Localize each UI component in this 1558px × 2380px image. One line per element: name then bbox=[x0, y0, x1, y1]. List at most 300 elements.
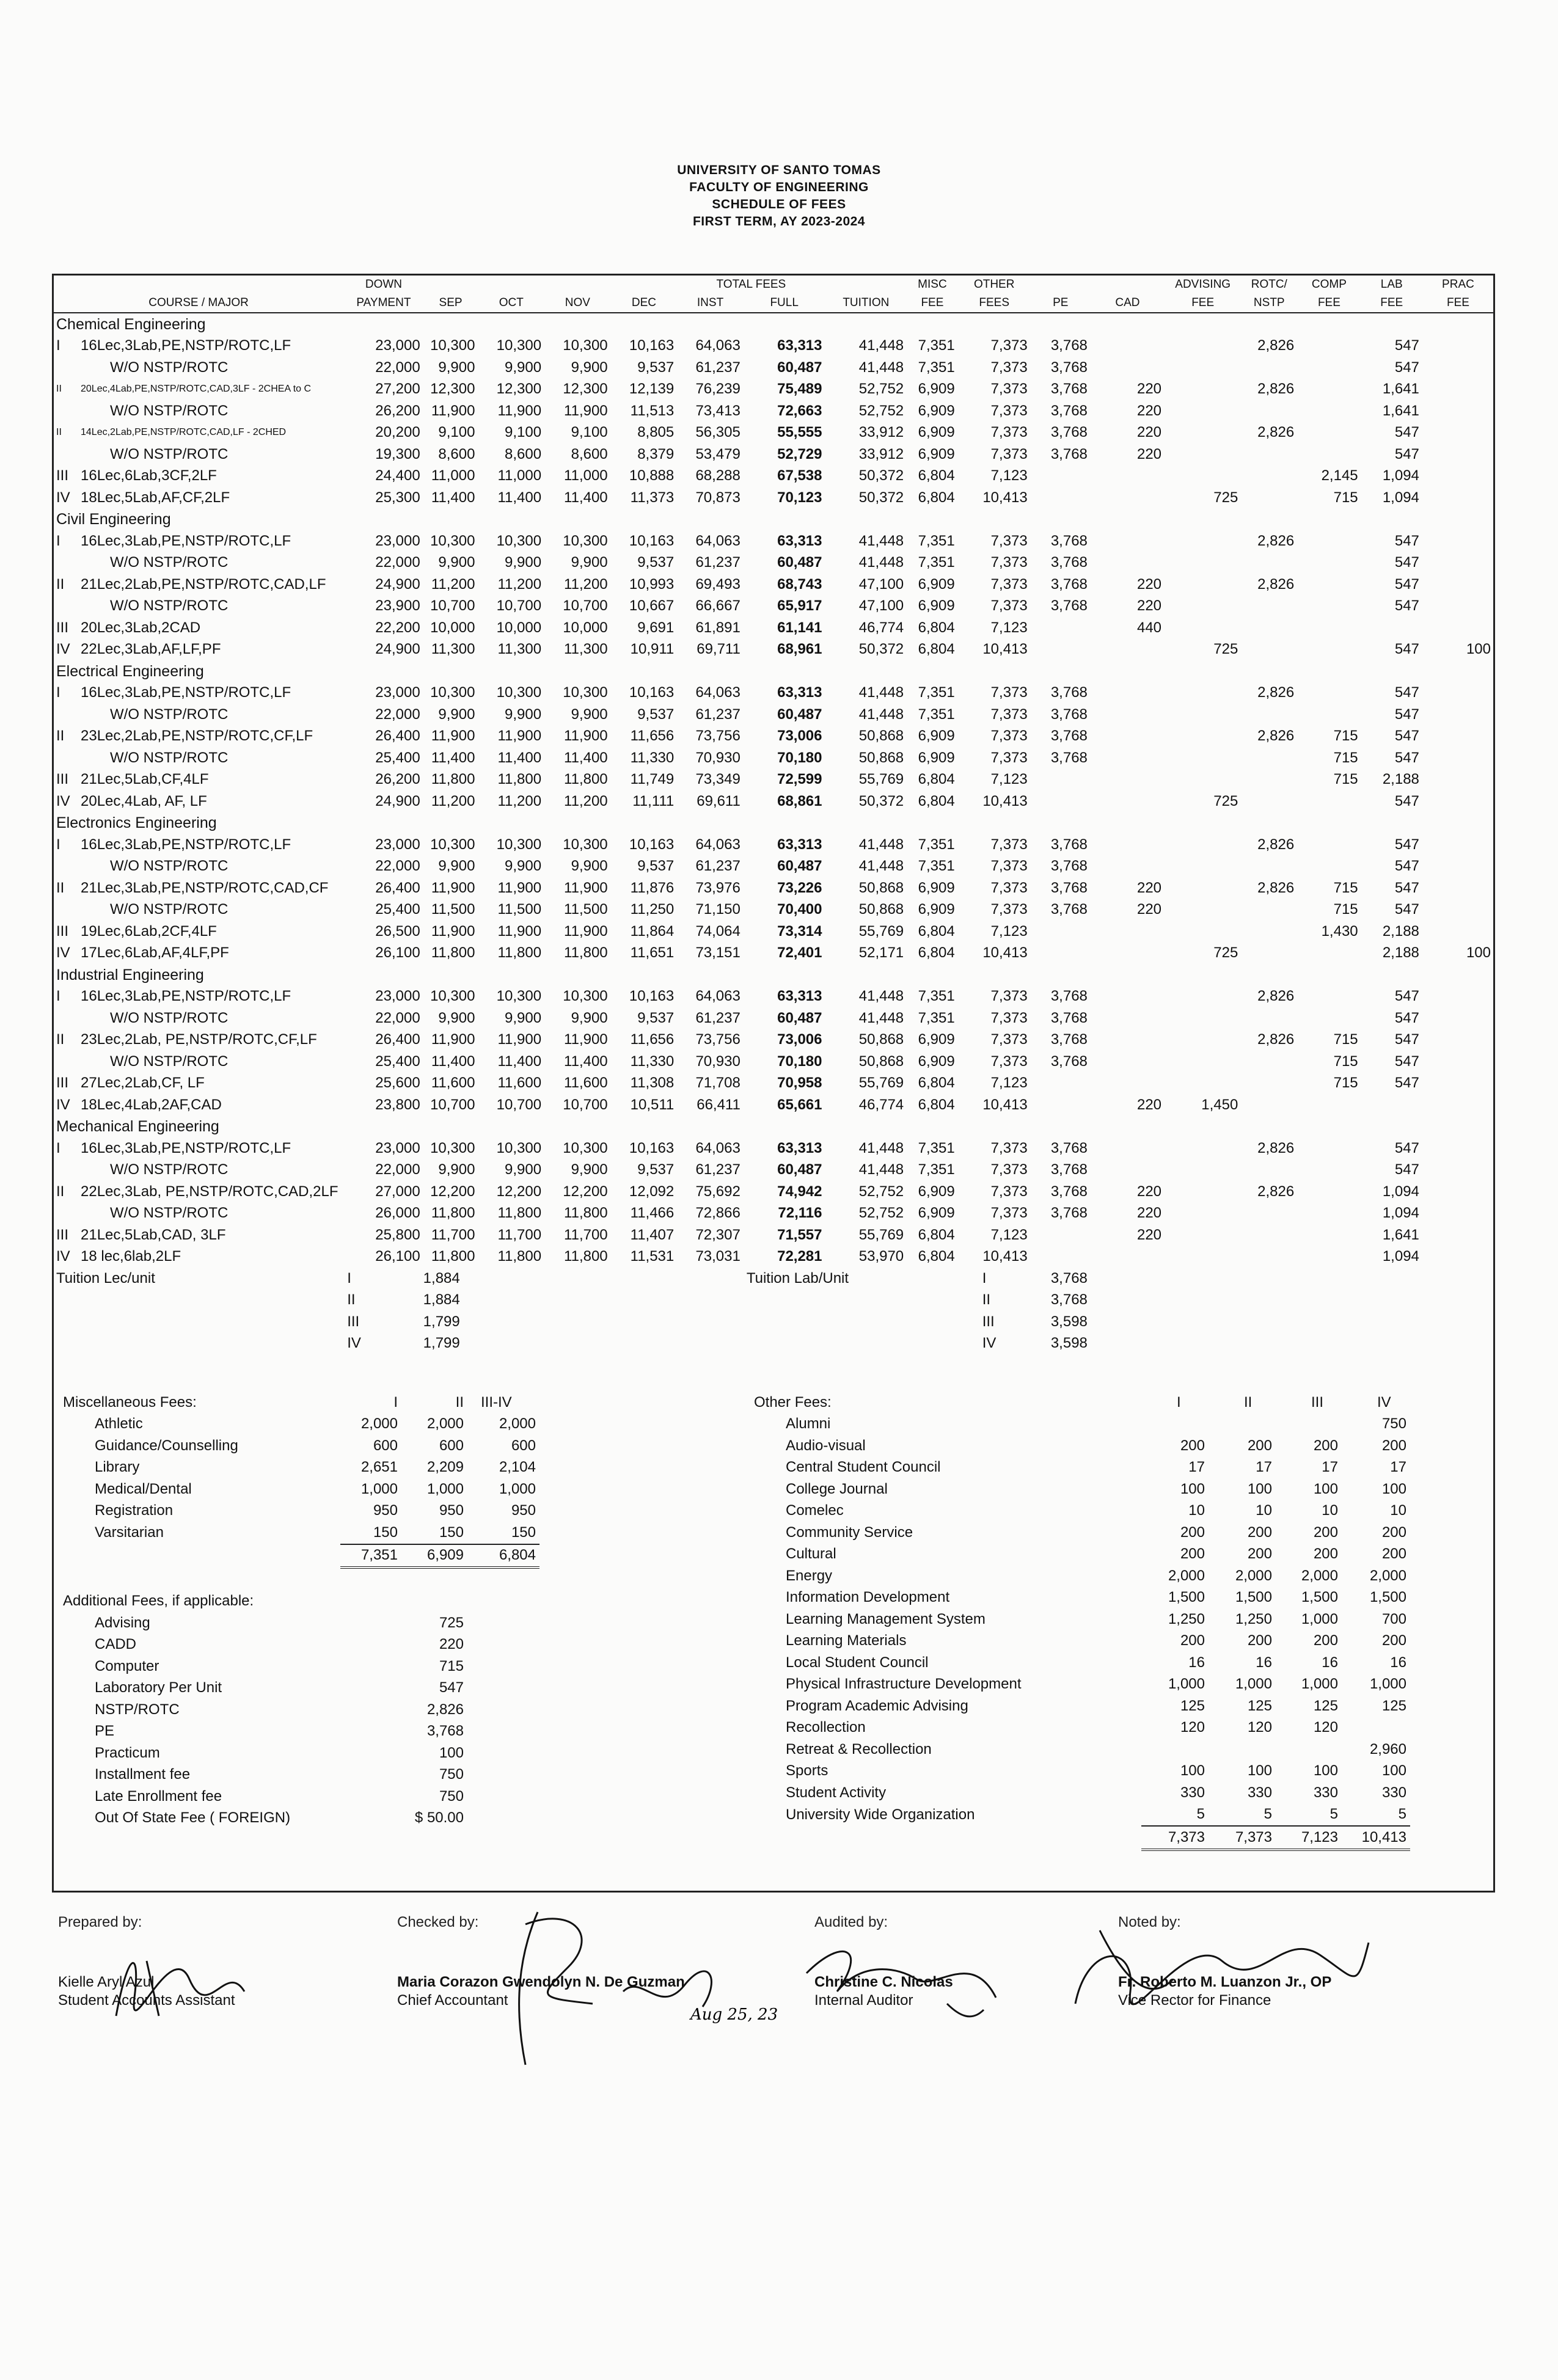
fee-other-cell: 10,413 bbox=[982, 641, 1028, 658]
fee-nov-cell: 9,900 bbox=[571, 858, 608, 875]
fee-down-cell: 25,400 bbox=[375, 901, 420, 918]
fee-rotc-cell bbox=[1241, 617, 1297, 639]
fee-other-cell: 7,373 bbox=[990, 445, 1028, 462]
fee-adv-cell bbox=[1165, 747, 1241, 769]
fee-misc-cell: 7,351 bbox=[918, 532, 955, 549]
fee-cad-cell bbox=[1091, 1246, 1165, 1268]
fee-row bbox=[53, 335, 1494, 357]
fee-nov-cell: 11,900 bbox=[564, 922, 608, 940]
fee-sep-cell: 10,300 bbox=[430, 337, 475, 354]
fee-rotc-cell bbox=[1241, 1159, 1297, 1181]
fee-nov-cell: 9,900 bbox=[571, 1009, 608, 1026]
fee-prac-cell bbox=[1422, 682, 1494, 704]
course-load: W/O NSTP/ROTC bbox=[110, 1205, 229, 1222]
fee-tuition-cell: 52,752 bbox=[858, 402, 904, 419]
fee-comp-cell bbox=[1297, 834, 1361, 856]
course-cell bbox=[53, 726, 344, 748]
course-load: W/O NSTP/ROTC bbox=[110, 1009, 229, 1026]
other-fee-value: 125 bbox=[1180, 1697, 1205, 1714]
fee-oct-cell: 11,400 bbox=[497, 1053, 542, 1070]
fee-oct-cell: 11,700 bbox=[497, 1226, 542, 1243]
fee-lab-cell: 547 bbox=[1394, 641, 1419, 658]
fee-oct-cell: 9,900 bbox=[505, 1009, 542, 1026]
course-load: 20Lec,4Lab,PE,NSTP/ROTC,CAD,3LF - 2CHEA to C bbox=[81, 384, 312, 395]
other-fee-value: 16 bbox=[1390, 1654, 1406, 1671]
fee-cad-cell: 220 bbox=[1136, 1096, 1162, 1113]
fee-prac-cell bbox=[1422, 856, 1494, 878]
fee-other-cell: 7,373 bbox=[990, 381, 1028, 398]
tuition-lab-year: III bbox=[982, 1313, 995, 1330]
other-fee-row bbox=[750, 1435, 1410, 1457]
fee-misc-cell: 6,909 bbox=[918, 597, 955, 615]
fee-misc-cell: 6,804 bbox=[918, 1096, 955, 1113]
course-load: W/O NSTP/ROTC bbox=[110, 706, 229, 723]
fee-pe-cell: 3,768 bbox=[1050, 532, 1088, 549]
other-fee-value: 200 bbox=[1381, 1632, 1406, 1649]
fee-down-cell: 25,600 bbox=[375, 1075, 420, 1092]
misc-fee-row bbox=[59, 1414, 539, 1436]
other-fee-value: 1,000 bbox=[1301, 1676, 1338, 1693]
fee-cad-cell: 440 bbox=[1136, 619, 1162, 636]
fee-adv-cell bbox=[1165, 1137, 1241, 1159]
other-col-header: I bbox=[1177, 1393, 1181, 1411]
fee-pe-cell: 3,768 bbox=[1050, 836, 1088, 853]
other-fee-value: 125 bbox=[1247, 1697, 1272, 1714]
fee-adv-cell bbox=[1165, 704, 1241, 726]
other-fee-value: 200 bbox=[1381, 1437, 1406, 1454]
additional-fee-name: PE bbox=[95, 1723, 115, 1740]
fee-comp-cell bbox=[1297, 530, 1361, 552]
fee-other-cell: 7,373 bbox=[990, 424, 1028, 441]
course-cell bbox=[53, 1159, 344, 1181]
other-fees-block bbox=[750, 1392, 1410, 1851]
fee-lab-cell: 547 bbox=[1394, 1009, 1419, 1026]
fee-prac-cell bbox=[1422, 769, 1494, 791]
other-fee-value: 120 bbox=[1180, 1719, 1205, 1736]
fee-other-cell: 7,123 bbox=[990, 467, 1028, 484]
fee-dec-cell: 10,511 bbox=[630, 1096, 675, 1113]
fee-full-cell: 72,401 bbox=[777, 944, 822, 962]
fee-pe-cell: 3,768 bbox=[1050, 901, 1088, 918]
fee-pe-cell: 3,768 bbox=[1050, 1139, 1088, 1156]
fee-nov-cell: 11,400 bbox=[564, 489, 608, 506]
fee-sep-cell: 9,900 bbox=[438, 359, 475, 376]
fee-down-cell: 23,000 bbox=[375, 836, 420, 853]
tuition-lab-value: 3,598 bbox=[1050, 1313, 1088, 1330]
fee-row bbox=[53, 1073, 1494, 1095]
fee-comp-cell bbox=[1297, 1007, 1361, 1029]
other-fee-value bbox=[1342, 1717, 1410, 1739]
fee-other-cell: 7,373 bbox=[990, 901, 1028, 918]
misc-fee-value: 150 bbox=[401, 1522, 467, 1544]
fee-lab-cell: 547 bbox=[1394, 1053, 1419, 1070]
term-title: FIRST TERM, AY 2023-2024 bbox=[692, 214, 865, 228]
fee-sep-cell: 10,300 bbox=[430, 1139, 475, 1156]
fee-tuition-cell: 53,970 bbox=[858, 1248, 904, 1265]
fee-inst-cell: 66,667 bbox=[695, 597, 741, 615]
fee-dec-cell: 11,864 bbox=[630, 922, 675, 940]
fee-other-cell: 10,413 bbox=[982, 489, 1028, 506]
fee-rotc-cell: 2,826 bbox=[1257, 728, 1295, 745]
misc-fee-value: 1,000 bbox=[426, 1480, 464, 1497]
fee-nov-cell: 11,900 bbox=[564, 1031, 608, 1048]
fee-inst-cell: 70,930 bbox=[695, 1053, 741, 1070]
tuition-unit-row bbox=[53, 1333, 1494, 1355]
other-fee-value: 100 bbox=[1247, 1762, 1272, 1780]
fee-cad-cell bbox=[1091, 986, 1165, 1008]
fee-pe-cell: 3,768 bbox=[1050, 749, 1088, 766]
fee-row bbox=[53, 1159, 1494, 1181]
fee-rotc-cell bbox=[1241, 596, 1297, 618]
fee-full-cell: 70,180 bbox=[777, 749, 822, 766]
tuition-lec-label: Tuition Lec/unit bbox=[56, 1269, 155, 1287]
fee-sep-cell: 12,200 bbox=[430, 1183, 475, 1200]
fee-other-cell: 7,373 bbox=[990, 359, 1028, 376]
fee-inst-cell: 75,692 bbox=[695, 1183, 741, 1200]
additional-title: Additional Fees, if applicable: bbox=[63, 1593, 254, 1610]
fee-row bbox=[53, 357, 1494, 379]
signatory-title: Internal Auditor bbox=[814, 1992, 913, 2009]
additional-fee-row bbox=[59, 1742, 539, 1764]
fee-pe-cell: 3,768 bbox=[1050, 706, 1088, 723]
tuition-lab-year: II bbox=[982, 1291, 991, 1309]
fee-comp-cell bbox=[1297, 704, 1361, 726]
fee-row bbox=[53, 422, 1494, 444]
fee-row bbox=[53, 1224, 1494, 1246]
fee-cad-cell bbox=[1091, 834, 1165, 856]
fee-lab-cell: 1,094 bbox=[1382, 467, 1419, 484]
fee-rotc-cell: 2,826 bbox=[1257, 575, 1295, 593]
fee-dec-cell: 9,537 bbox=[637, 1161, 675, 1178]
fee-nov-cell: 10,300 bbox=[563, 684, 608, 701]
fee-prac-cell bbox=[1422, 704, 1494, 726]
fee-full-cell: 71,557 bbox=[777, 1226, 822, 1243]
fee-dec-cell: 11,373 bbox=[630, 489, 675, 506]
fee-oct-cell: 10,700 bbox=[496, 597, 542, 615]
fee-rotc-cell bbox=[1241, 639, 1297, 661]
other-fee-row bbox=[750, 1782, 1410, 1804]
signatory-title: Student Accounts Assistant bbox=[58, 1992, 235, 2009]
other-fee-value: 125 bbox=[1381, 1697, 1406, 1714]
fee-pe-cell: 3,768 bbox=[1050, 1161, 1088, 1178]
other-fee-value: 200 bbox=[1247, 1524, 1272, 1541]
fee-other-cell: 7,373 bbox=[990, 1009, 1028, 1026]
other-fee-value: 125 bbox=[1313, 1697, 1338, 1714]
fee-adv-cell bbox=[1165, 1203, 1241, 1225]
fee-sep-cell: 11,800 bbox=[431, 1205, 475, 1222]
additional-fee-row bbox=[59, 1786, 539, 1808]
tuition-lec-year: III bbox=[347, 1313, 360, 1330]
fee-misc-cell: 6,909 bbox=[918, 402, 955, 419]
fee-down-cell: 22,000 bbox=[375, 554, 420, 571]
misc-fee-value: 950 bbox=[439, 1502, 464, 1519]
fee-rotc-cell bbox=[1241, 704, 1297, 726]
course-cell bbox=[53, 1073, 344, 1095]
tuition-lec-year: I bbox=[347, 1269, 351, 1287]
year-level: III bbox=[56, 467, 69, 484]
other-fee-value: 2,960 bbox=[1369, 1740, 1406, 1758]
tuition-lab-value: 3,598 bbox=[1050, 1335, 1088, 1352]
additional-fee-row bbox=[59, 1808, 539, 1830]
other-fee-value: 10 bbox=[1322, 1502, 1338, 1519]
fee-dec-cell: 11,876 bbox=[630, 879, 675, 896]
fee-nov-cell: 10,300 bbox=[563, 337, 608, 354]
other-fee-row bbox=[750, 1804, 1410, 1827]
fee-row bbox=[53, 769, 1494, 791]
other-fee-name: Physical Infrastructure Development bbox=[786, 1676, 1022, 1693]
fee-cad-cell bbox=[1091, 1007, 1165, 1029]
fee-nov-cell: 9,100 bbox=[571, 424, 608, 441]
fee-adv-cell bbox=[1165, 574, 1241, 596]
fee-full-cell: 60,487 bbox=[777, 554, 822, 571]
fee-tuition-cell: 50,868 bbox=[858, 728, 904, 745]
fee-row bbox=[53, 639, 1494, 661]
fee-other-cell: 7,373 bbox=[990, 988, 1028, 1005]
fee-adv-cell bbox=[1165, 422, 1241, 444]
fee-prac-cell bbox=[1422, 1007, 1494, 1029]
other-fee-value: 330 bbox=[1381, 1784, 1406, 1801]
fee-adv-cell bbox=[1165, 1246, 1241, 1268]
fee-down-cell: 22,000 bbox=[375, 359, 420, 376]
fee-prac-cell bbox=[1422, 335, 1494, 357]
fee-dec-cell: 9,691 bbox=[637, 619, 675, 636]
fee-comp-cell bbox=[1297, 617, 1361, 639]
signatory-label: Noted by: bbox=[1118, 1914, 1181, 1930]
fee-inst-cell: 73,756 bbox=[695, 1031, 741, 1048]
course-load: 22Lec,3Lab, PE,NSTP/ROTC,CAD,2LF bbox=[81, 1183, 338, 1200]
fee-down-cell: 24,900 bbox=[375, 575, 420, 593]
fee-misc-cell: 6,804 bbox=[918, 1075, 955, 1092]
fee-prac-cell bbox=[1422, 1051, 1494, 1073]
fee-rotc-cell: 2,826 bbox=[1257, 1183, 1295, 1200]
other-fee-value: 200 bbox=[1247, 1546, 1272, 1563]
fee-sep-cell: 11,900 bbox=[431, 402, 475, 419]
fee-lab-cell: 547 bbox=[1394, 728, 1419, 745]
year-level: II bbox=[56, 575, 65, 593]
fee-comp-cell bbox=[1297, 682, 1361, 704]
fee-cad-cell bbox=[1091, 943, 1165, 965]
fee-full-cell: 60,487 bbox=[777, 706, 822, 723]
fee-other-cell: 10,413 bbox=[982, 944, 1028, 962]
other-fee-name: Recollection bbox=[786, 1719, 866, 1736]
fee-dec-cell: 10,163 bbox=[629, 684, 675, 701]
fee-lab-cell: 547 bbox=[1394, 1031, 1419, 1048]
course-cell bbox=[53, 357, 344, 379]
course-cell bbox=[53, 1051, 344, 1073]
fee-comp-cell bbox=[1297, 552, 1361, 574]
fee-sep-cell: 11,700 bbox=[431, 1226, 475, 1243]
year-level: I bbox=[56, 836, 60, 853]
other-fee-value: 200 bbox=[1313, 1524, 1338, 1541]
fee-cad-cell bbox=[1091, 530, 1165, 552]
fee-adv-cell: 1,450 bbox=[1201, 1096, 1238, 1113]
course-cell bbox=[53, 1224, 344, 1246]
fee-inst-cell: 61,237 bbox=[695, 1009, 741, 1026]
fee-oct-cell: 10,300 bbox=[496, 988, 542, 1005]
fee-pe-cell: 3,768 bbox=[1050, 359, 1088, 376]
other-fee-name: Cultural bbox=[786, 1546, 836, 1563]
fee-comp-cell bbox=[1297, 943, 1361, 965]
other-col-header: III bbox=[1311, 1393, 1324, 1411]
fee-pe-cell bbox=[1031, 617, 1091, 639]
fee-sep-cell: 12,300 bbox=[430, 381, 475, 398]
fee-inst-cell: 64,063 bbox=[695, 532, 741, 549]
fee-misc-cell: 7,351 bbox=[918, 359, 955, 376]
fee-cad-cell bbox=[1091, 639, 1165, 661]
course-cell bbox=[53, 1203, 344, 1225]
signatory-label: Checked by: bbox=[397, 1914, 479, 1930]
fee-nov-cell: 10,300 bbox=[563, 532, 608, 549]
fee-comp-cell bbox=[1297, 574, 1361, 596]
other-fee-value bbox=[1141, 1739, 1209, 1761]
other-fee-value: 5 bbox=[1209, 1804, 1276, 1827]
fee-full-cell: 68,861 bbox=[777, 792, 822, 809]
fee-comp-cell bbox=[1297, 444, 1361, 465]
fee-nov-cell: 11,900 bbox=[564, 728, 608, 745]
other-fee-row bbox=[750, 1717, 1410, 1739]
fee-down-cell: 24,900 bbox=[375, 641, 420, 658]
fee-inst-cell: 64,063 bbox=[695, 337, 741, 354]
fee-inst-cell: 64,063 bbox=[695, 836, 741, 853]
other-fee-value: 100 bbox=[1313, 1480, 1338, 1497]
fee-nov-cell: 11,900 bbox=[564, 402, 608, 419]
fee-oct-cell: 11,800 bbox=[497, 944, 542, 962]
fee-nov-cell: 9,900 bbox=[571, 554, 608, 571]
tuition-unit-row bbox=[53, 1268, 1494, 1290]
fee-down-cell: 23,000 bbox=[375, 337, 420, 354]
other-fee-value: 17 bbox=[1256, 1459, 1272, 1476]
fee-misc-cell: 6,909 bbox=[918, 879, 955, 896]
fee-nov-cell: 11,800 bbox=[564, 1248, 608, 1265]
fee-cad-cell: 220 bbox=[1136, 1205, 1162, 1222]
fee-inst-cell: 73,756 bbox=[695, 728, 741, 745]
fee-inst-cell: 72,866 bbox=[695, 1205, 741, 1222]
fee-oct-cell: 11,900 bbox=[497, 728, 542, 745]
fee-inst-cell: 69,611 bbox=[697, 792, 741, 809]
fee-lab-cell: 547 bbox=[1394, 1161, 1419, 1178]
other-total-value: 7,123 bbox=[1276, 1826, 1342, 1850]
fee-misc-cell: 7,351 bbox=[918, 836, 955, 853]
fee-rotc-cell bbox=[1241, 747, 1297, 769]
year-level: I bbox=[56, 337, 60, 354]
other-fee-name: Central Student Council bbox=[786, 1459, 941, 1476]
fee-oct-cell: 10,300 bbox=[496, 337, 542, 354]
fee-comp-cell bbox=[1297, 379, 1361, 401]
fee-down-cell: 26,400 bbox=[375, 728, 420, 745]
fee-tuition-cell: 50,868 bbox=[858, 879, 904, 896]
fee-pe-cell: 3,768 bbox=[1050, 402, 1088, 419]
fee-down-cell: 26,400 bbox=[375, 1031, 420, 1048]
course-header: COURSE / MAJOR bbox=[53, 294, 344, 313]
fee-comp-cell bbox=[1297, 1246, 1361, 1268]
tuition-lab-label bbox=[744, 1311, 907, 1333]
fee-sep-cell: 11,500 bbox=[431, 901, 475, 918]
fee-down-cell: 26,100 bbox=[375, 944, 420, 962]
fee-rotc-cell bbox=[1241, 465, 1297, 487]
misc-fee-name: Athletic bbox=[95, 1415, 143, 1433]
fee-other-cell: 7,373 bbox=[990, 706, 1028, 723]
fee-adv-cell bbox=[1165, 834, 1241, 856]
fee-prac-cell bbox=[1422, 921, 1494, 943]
fee-nov-cell: 12,300 bbox=[563, 381, 608, 398]
fee-tuition-cell: 52,752 bbox=[858, 381, 904, 398]
fee-misc-cell: 7,351 bbox=[918, 684, 955, 701]
fee-down-cell: 23,800 bbox=[375, 1096, 420, 1113]
program-group-row bbox=[53, 812, 1494, 834]
course-cell bbox=[53, 899, 344, 921]
fee-comp-cell: 715 bbox=[1333, 879, 1358, 896]
fee-nov-cell: 11,800 bbox=[564, 771, 608, 788]
course-cell bbox=[53, 400, 344, 422]
fee-cad-cell bbox=[1091, 921, 1165, 943]
fee-cad-cell bbox=[1091, 1029, 1165, 1051]
other-fee-value bbox=[1209, 1414, 1276, 1436]
fee-dec-cell: 8,805 bbox=[637, 424, 675, 441]
fee-lab-cell: 1,641 bbox=[1382, 402, 1419, 419]
fee-inst-cell: 70,873 bbox=[695, 489, 741, 506]
fee-inst-cell: 66,411 bbox=[697, 1096, 741, 1113]
other-fee-row bbox=[750, 1500, 1410, 1522]
fee-adv-cell bbox=[1165, 899, 1241, 921]
course-cell bbox=[53, 769, 344, 791]
fee-row bbox=[53, 400, 1494, 422]
fee-full-cell: 63,313 bbox=[777, 836, 822, 853]
fee-full-cell: 60,487 bbox=[777, 1161, 822, 1178]
fee-tuition-cell: 41,448 bbox=[858, 359, 904, 376]
misc-total-value: 6,804 bbox=[467, 1544, 539, 1568]
additional-fee-value: 547 bbox=[439, 1679, 464, 1696]
course-cell bbox=[53, 444, 344, 465]
fee-other-cell: 7,373 bbox=[990, 749, 1028, 766]
fee-misc-cell: 6,804 bbox=[918, 641, 955, 658]
fee-inst-cell: 61,237 bbox=[695, 359, 741, 376]
year-level: I bbox=[56, 532, 60, 549]
fee-nov-cell: 11,200 bbox=[564, 575, 608, 593]
fee-oct-cell: 9,900 bbox=[505, 858, 542, 875]
fee-pe-cell: 3,768 bbox=[1050, 1009, 1088, 1026]
fee-sep-cell: 8,600 bbox=[438, 445, 475, 462]
course-load: 22Lec,3Lab,AF,LF,PF bbox=[81, 641, 221, 658]
misc-fee-row bbox=[59, 1478, 539, 1500]
fee-adv-cell bbox=[1165, 682, 1241, 704]
fee-dec-cell: 8,379 bbox=[637, 445, 675, 462]
other-fee-row bbox=[750, 1414, 1410, 1436]
other-fee-name: Alumni bbox=[786, 1415, 831, 1433]
fee-prac-cell bbox=[1422, 574, 1494, 596]
fee-nov-cell: 11,900 bbox=[564, 879, 608, 896]
fee-misc-cell: 6,804 bbox=[918, 771, 955, 788]
fee-down-cell: 25,400 bbox=[375, 749, 420, 766]
fee-oct-cell: 11,600 bbox=[497, 1075, 542, 1092]
other-fee-row bbox=[750, 1630, 1410, 1652]
fee-sep-cell: 11,900 bbox=[431, 922, 475, 940]
misc-fee-value: 1,000 bbox=[360, 1480, 398, 1497]
other-fee-value: 330 bbox=[1313, 1784, 1338, 1801]
fee-misc-cell: 6,804 bbox=[918, 467, 955, 484]
fee-adv-cell bbox=[1165, 921, 1241, 943]
fee-adv-cell: 725 bbox=[1213, 489, 1238, 506]
year-level: I bbox=[56, 988, 60, 1005]
other-fee-value: 1,500 bbox=[1168, 1589, 1205, 1606]
other-fee-value: 200 bbox=[1313, 1437, 1338, 1454]
fee-other-cell: 7,373 bbox=[990, 1031, 1028, 1048]
fee-down-cell: 26,200 bbox=[375, 771, 420, 788]
fee-adv-cell bbox=[1165, 379, 1241, 401]
fee-other-cell: 7,373 bbox=[990, 597, 1028, 615]
fee-misc-cell: 7,351 bbox=[918, 1139, 955, 1156]
fee-lab-cell: 2,188 bbox=[1382, 944, 1419, 962]
fee-nov-cell: 9,900 bbox=[571, 359, 608, 376]
